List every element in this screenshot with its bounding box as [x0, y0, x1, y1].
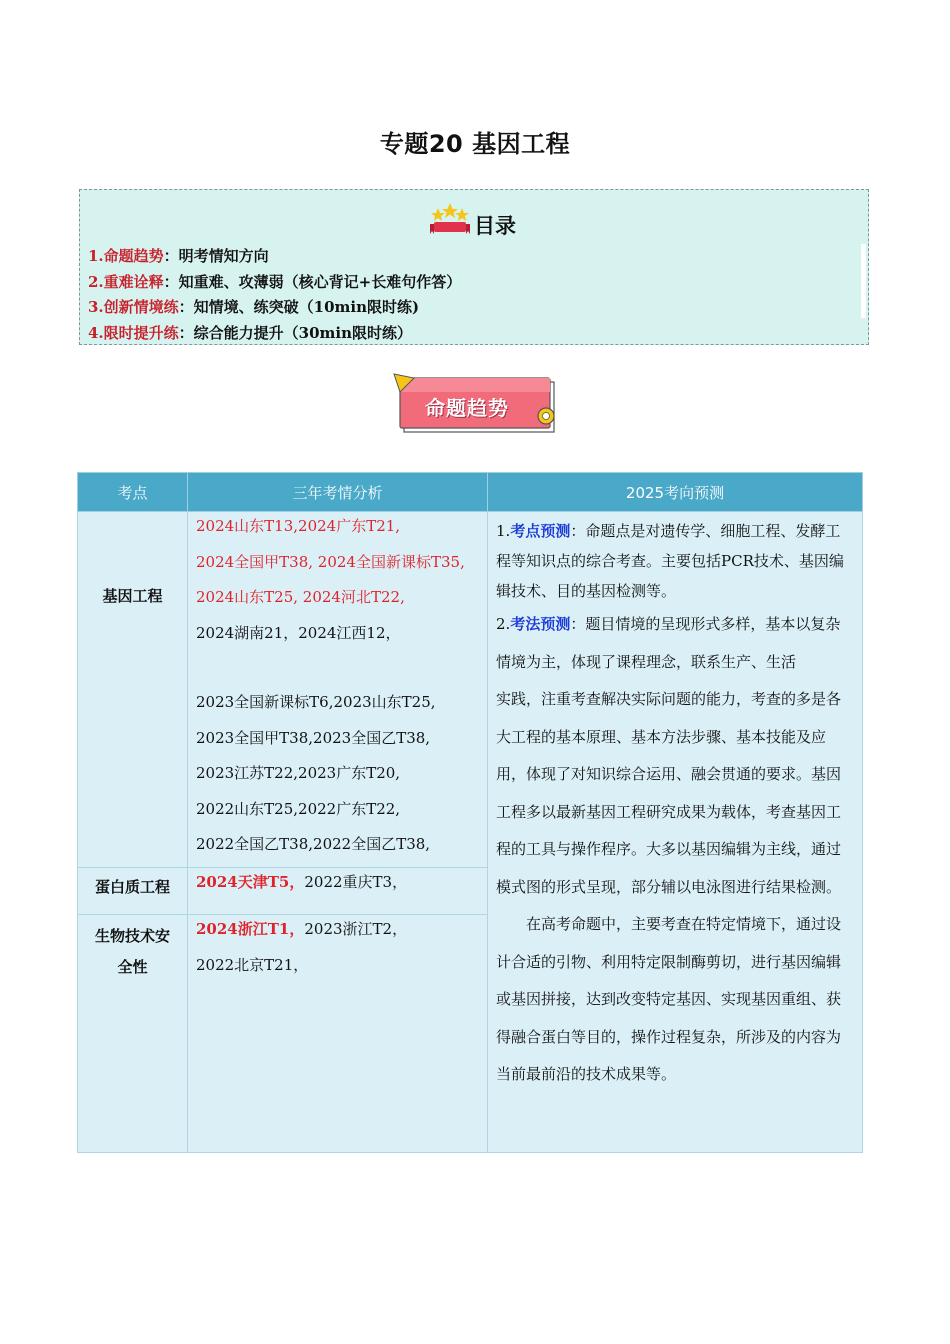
- analysis-line: 2022北京T21，: [196, 955, 309, 974]
- analysis-line: 2023全国新课标T6,2023山东T25,: [196, 693, 436, 711]
- toc-list: [88, 244, 461, 346]
- analysis-highlight: 2024天津T5，: [196, 873, 305, 891]
- analysis-line: 2024山东T25, 2024河北T22,: [196, 588, 405, 606]
- prediction-practice: 实践，注重考查解决实际问题的能力，考查的多是各大工程的基本原理、基本方法步骤、基本技能及应用，体现了对知识综合运用、融会贯通的要求。基因工程多以最新基因工程研究成果为载体，考查基因工程的工具与操作程序。大多以基因编辑为主线，通过模式图的形式呈现，部分辅以电泳图进行结果检测。: [496, 690, 842, 896]
- prediction-label: 考点预测: [510, 522, 571, 540]
- page-title: 专题20 基因工程: [379, 130, 571, 158]
- prediction-method: [496, 606, 854, 681]
- analysis-line: 2024湖南21，2024江西12，: [196, 623, 401, 642]
- toc-item-label: 2.重难诠释: [88, 272, 164, 291]
- analysis-cell: [188, 512, 488, 868]
- stars-ribbon-icon: [430, 202, 470, 236]
- analysis-line: [196, 868, 481, 904]
- toc-item-scenario-practice[interactable]: [88, 295, 461, 321]
- prediction-exam-focus: 在高考命题中，主要考查在特定情境下，通过设计合适的引物、利用特定限制酶剪切，进行基因编辑或基因拼接，达到改变特定基因、实现基因重组、获得融合蛋白等目的，操作过程复杂，所涉及的内容为当前最前沿的技术成果等。: [496, 915, 842, 1083]
- toc-header: [80, 198, 868, 238]
- analysis-line: [196, 915, 481, 951]
- table-row: [78, 512, 863, 868]
- exam-point-genetic-engineering: [78, 512, 188, 868]
- prediction-label: 考法预测: [510, 615, 571, 633]
- analysis-line: 2024全国甲T38, 2024全国新课标T35,: [196, 552, 465, 571]
- exam-point-biosafety: [78, 915, 188, 1153]
- toc-item-timed-practice[interactable]: [88, 321, 461, 347]
- exam-point-label: 生物技术安: [94, 927, 170, 945]
- analysis-rest: 2023浙江T2，: [304, 920, 408, 938]
- toc-item-text: ：知重难、攻薄弱（核心背记+长难句作答）: [163, 272, 462, 291]
- analysis-line: 2023江苏T22,2023广东T20,: [196, 764, 401, 782]
- toc-item-text: ：综合能力提升（30min限时练）: [178, 323, 413, 342]
- toc-heading: 目录: [474, 214, 516, 238]
- header-exam-point: 考点: [78, 473, 188, 512]
- toc-item-trend[interactable]: [88, 244, 461, 270]
- toc-item-text: ：明考情知方向: [163, 247, 269, 265]
- analysis-cell: [188, 915, 488, 1153]
- analysis-line: 2022山东T25,2022广东T22,: [196, 799, 401, 818]
- toc-box: [79, 189, 869, 345]
- toc-item-difficulty[interactable]: [88, 270, 461, 296]
- analysis-cell: [188, 868, 488, 915]
- trend-banner: [392, 372, 560, 438]
- exam-point-protein-engineering: [78, 868, 188, 915]
- toc-item-label: 1.命题趋势: [88, 247, 164, 265]
- banner-label: 命题趋势: [425, 396, 509, 420]
- analysis-rest: 2022重庆T3，: [304, 873, 408, 891]
- exam-trend-table: [77, 472, 863, 1153]
- toc-item-label: 4.限时提升练: [88, 323, 179, 342]
- header-three-year-analysis: 三年考情分析: [188, 473, 488, 512]
- analysis-line: 2024山东T13,2024广东T21,: [196, 517, 401, 535]
- prediction-cell: [488, 512, 863, 1153]
- toc-scroll-edge: [861, 244, 866, 318]
- prediction-num: 1.: [496, 522, 511, 540]
- toc-item-label: 3.创新情境练: [88, 298, 179, 316]
- header-2025-prediction: 2025考向预测: [488, 473, 863, 512]
- prediction-point: [496, 516, 854, 606]
- prediction-num: 2.: [496, 615, 511, 633]
- table-header-row: [78, 473, 863, 512]
- toc-item-text: ：知情境、练突破（10min限时练): [178, 298, 420, 316]
- exam-point-label: 全性: [117, 958, 148, 976]
- prediction-text: ：命题点是对遗传学、细胞工程、发酵工程等知识点的综合考查。主要包括PCR技术、基因编辑技术、目的基因检测等。: [496, 522, 844, 600]
- analysis-line: 2022全国乙T38,2022全国乙T38,: [196, 835, 431, 853]
- analysis-line: 2023全国甲T38,2023全国乙T38,: [196, 728, 431, 747]
- exam-point-label: 蛋白质工程: [94, 878, 170, 896]
- analysis-highlight: 2024浙江T1，: [196, 920, 305, 938]
- exam-point-label: 基因工程: [102, 587, 163, 605]
- prediction-text: ：题目情境的呈现形式多样，基本以复杂情境为主，体现了课程理念，联系生产、生活: [496, 615, 841, 671]
